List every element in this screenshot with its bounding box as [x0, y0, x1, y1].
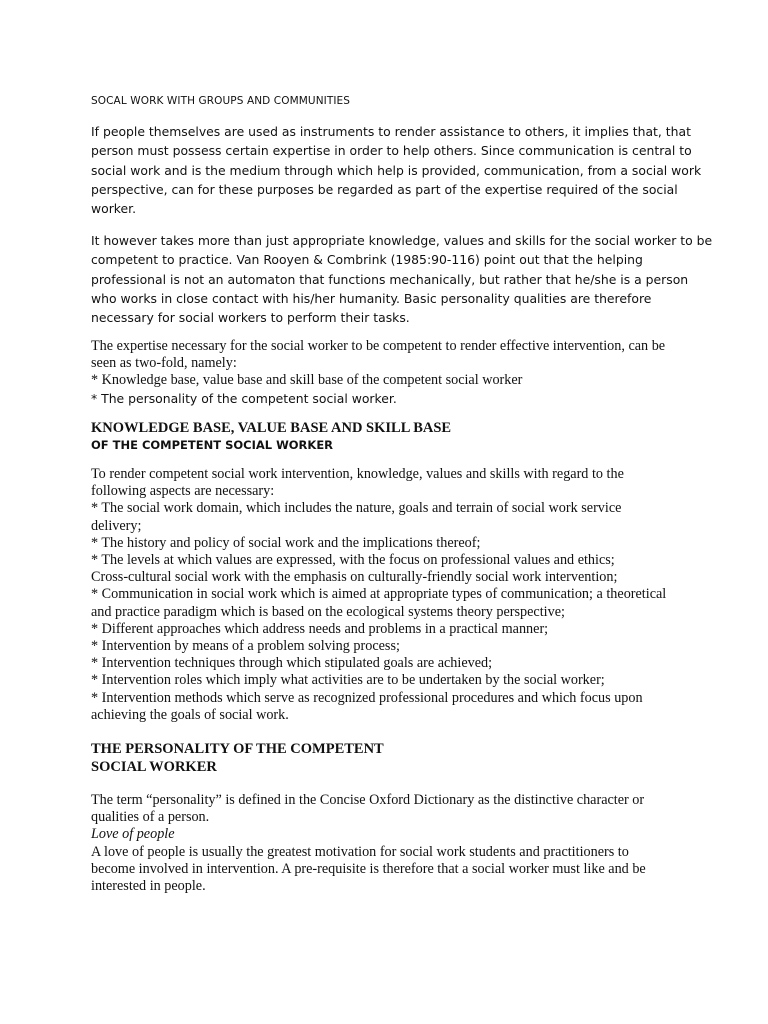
text-line: interested in people. [91, 878, 206, 895]
text-line: achieving the goals of social work. [91, 706, 289, 723]
text-line: competent to practice. Van Rooyen & Combrink (1985:90-116) point out that the helping [91, 252, 643, 268]
heading-line: THE PERSONALITY OF THE COMPETENT [91, 741, 384, 757]
document-title: SOCAL WORK WITH GROUPS AND COMMUNITIES [91, 95, 351, 107]
bullet-item: * Different approaches which address needs and problems in a practical manner; [91, 620, 549, 637]
text-line: qualities of a person. [91, 809, 210, 826]
bullet-item: * The social work domain, which includes the nature, goals and terrain of social work service [91, 500, 622, 517]
subheading-love-of-people: Love of people [91, 826, 175, 843]
bullet-item: * Communication in social work which is aimed at appropriate types of communication; a theoretical [91, 586, 667, 603]
text-line: social work and is the medium through which help is provided, communication, from a social work [91, 162, 702, 178]
paragraph-competence [91, 231, 713, 327]
bullet-item: * The levels at which values are expressed, with the focus on professional values and ethics; [91, 552, 615, 569]
text-line: and practice paradigm which is based on the ecological systems theory perspective; [91, 603, 565, 620]
text-line: It however takes more than just appropriate knowledge, values and skills for the social worker to be [91, 233, 713, 248]
section-heading-personality [91, 740, 691, 776]
text-line: worker. [91, 201, 137, 217]
text-line: person must possess certain expertise in order to help others. Since communication is central to [91, 143, 692, 159]
bullet-item: * Knowledge base, value base and skill base of the competent social worker [91, 372, 523, 389]
text-line: delivery; [91, 517, 142, 534]
section-subheading-knowledge: OF THE COMPETENT SOCIAL WORKER [91, 438, 334, 452]
text-line: following aspects are necessary: [91, 483, 275, 500]
text-line: The term “personality” is defined in the Concise Oxford Dictionary as the distinctive character or [91, 792, 645, 808]
text-line: necessary for social workers to perform their tasks. [91, 310, 410, 326]
bullet-item: * Intervention by means of a problem solving process; [91, 638, 400, 655]
text-line: become involved in intervention. A pre-requisite is therefore that a social worker must like and be [91, 860, 646, 877]
text-line: Cross-cultural social work with the emphasis on culturally-friendly social work intervention; [91, 569, 618, 586]
heading-line: SOCIAL WORKER [91, 759, 217, 775]
paragraph-expertise [91, 338, 691, 407]
text-line: To render competent social work intervention, knowledge, values and skills with regard to the [91, 466, 624, 482]
paragraph-personality [91, 792, 691, 895]
text-line: who works in close contact with his/her humanity. Basic personality qualities are therefore [91, 290, 652, 306]
bullet-item: * The personality of the competent social worker. [91, 390, 397, 406]
text-line: The expertise necessary for the social worker to be competent to render effective intervention, can be [91, 338, 666, 354]
bullet-item: * Intervention methods which serve as recognized professional procedures and which focus upon [91, 689, 643, 706]
text-line: perspective, can for these purposes be regarded as part of the expertise required of the social [91, 181, 678, 197]
paragraph-aspects [91, 466, 691, 724]
text-line: A love of people is usually the greatest motivation for social work students and practitioners to [91, 843, 629, 860]
text-line: seen as two-fold, namely: [91, 355, 237, 372]
text-line: If people themselves are used as instruments to render assistance to others, it implies that, that [91, 124, 691, 139]
bullet-item: * Intervention roles which imply what activities are to be undertaken by the social worker; [91, 672, 605, 689]
bullet-item: * The history and policy of social work and the implications thereof; [91, 534, 481, 551]
section-heading-knowledge: KNOWLEDGE BASE, VALUE BASE AND SKILL BASE [91, 420, 452, 436]
bullet-item: * Intervention techniques through which stipulated goals are achieved; [91, 655, 493, 672]
text-line: professional is not an automaton that functions mechanically, but rather that he/she is a person [91, 271, 689, 287]
paragraph-intro [91, 122, 702, 218]
